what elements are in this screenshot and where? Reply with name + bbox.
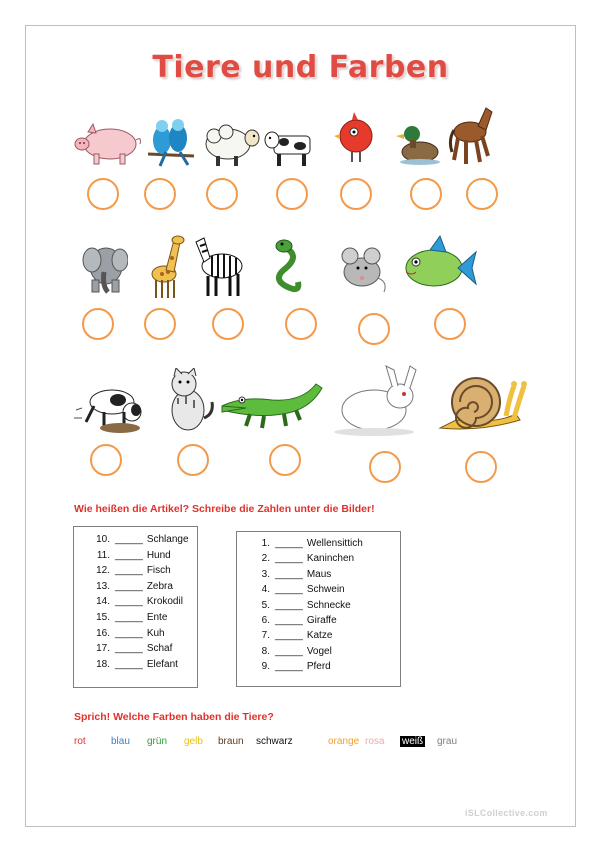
answer-circle-giraffe[interactable] (144, 308, 176, 340)
list-item (244, 600, 351, 611)
color-word: gelb (184, 736, 203, 747)
animal-word: Kaninchen (306, 553, 355, 565)
color-word: rot (74, 736, 86, 747)
animal-word: Zebra (146, 580, 173, 592)
answer-circle-crocodile[interactable] (269, 444, 301, 476)
list-item (244, 630, 332, 641)
item-number: 15. (96, 612, 110, 623)
item-number: 16. (96, 627, 110, 639)
dog-icon (72, 366, 150, 436)
animal-word: Schwein (306, 584, 345, 596)
color-word: grau (437, 736, 458, 747)
animal-word: Maus (306, 568, 332, 580)
snake-icon (266, 238, 306, 296)
watermark: iSLCollective.com (465, 808, 548, 818)
answer-blank[interactable]: _____ (275, 553, 303, 565)
question-articles: Wie heißen die Artikel? Schreibe die Zahlen unter die Bilder! (74, 503, 375, 515)
list-item (244, 646, 332, 657)
list-item (80, 534, 189, 545)
animal-word: Krokodil (146, 596, 183, 608)
answer-circle-rabbit[interactable] (369, 451, 401, 483)
list-item (80, 643, 172, 654)
color-word: braun (218, 736, 244, 747)
animal-word: Schlange (146, 534, 189, 545)
cow-icon (264, 122, 320, 168)
answer-blank[interactable]: _____ (115, 580, 143, 592)
answer-circle-dog[interactable] (90, 444, 122, 476)
pig-icon (72, 120, 144, 168)
answer-circle-snake[interactable] (285, 308, 317, 340)
budgie-icon (146, 116, 196, 168)
item-number: 13. (96, 580, 110, 592)
list-item (80, 659, 178, 670)
answer-blank[interactable]: _____ (115, 612, 143, 623)
giraffe-icon (144, 230, 186, 300)
answer-blank[interactable]: _____ (275, 630, 303, 642)
answer-circle-elephant[interactable] (82, 308, 114, 340)
rabbit-icon (330, 364, 426, 438)
list-item (80, 581, 173, 592)
color-word: weiß (402, 736, 424, 747)
color-word: grün (147, 736, 168, 747)
duck-icon (392, 118, 442, 168)
elephant-icon (80, 238, 128, 296)
answer-circle-pig[interactable] (87, 178, 119, 210)
answer-blank[interactable]: _____ (115, 565, 143, 577)
answer-circle-cat[interactable] (177, 444, 209, 476)
answer-circle-bird[interactable] (340, 178, 372, 210)
answer-blank[interactable]: _____ (115, 658, 143, 670)
answer-blank[interactable]: _____ (115, 627, 143, 639)
animal-word: Kuh (146, 627, 165, 639)
color-word: blau (111, 736, 130, 747)
item-number: 2. (261, 553, 270, 565)
list-item (244, 553, 354, 564)
item-number: 6. (261, 615, 270, 626)
answer-circle-fish[interactable] (434, 308, 466, 340)
item-number: 18. (96, 658, 110, 670)
list-item (80, 596, 183, 607)
list-item (244, 661, 331, 672)
animal-word: Schaf (146, 643, 173, 655)
bird-icon (334, 110, 380, 168)
answer-blank[interactable]: _____ (275, 661, 303, 673)
animal-word: Fisch (146, 565, 171, 577)
answer-blank[interactable]: _____ (275, 615, 303, 626)
answer-circle-mouse[interactable] (358, 313, 390, 345)
list-item (80, 565, 171, 576)
snail-icon (436, 362, 528, 438)
color-word: schwarz (256, 736, 293, 747)
item-number: 3. (261, 568, 270, 580)
crocodile-icon (220, 376, 324, 432)
answer-circle-sheep[interactable] (206, 178, 238, 210)
answer-circle-zebra[interactable] (212, 308, 244, 340)
question-colors: Sprich! Welche Farben haben die Tiere? (74, 711, 274, 723)
item-number: 9. (261, 661, 270, 673)
answer-circle-snail[interactable] (465, 451, 497, 483)
item-number: 11. (96, 549, 110, 561)
item-number: 17. (96, 643, 110, 655)
animal-word: Schnecke (306, 599, 351, 611)
animal-word: Vogel (306, 645, 332, 657)
answer-circle-budgie[interactable] (144, 178, 176, 210)
animal-word: Katze (306, 630, 333, 642)
item-number: 7. (261, 630, 270, 642)
item-number: 14. (96, 596, 110, 608)
item-number: 10. (96, 534, 110, 545)
list-item (80, 628, 165, 639)
sheep-icon (202, 122, 260, 168)
answer-circle-horse[interactable] (466, 178, 498, 210)
item-number: 12. (96, 565, 110, 577)
item-number: 4. (261, 584, 270, 596)
answer-blank[interactable]: _____ (115, 596, 143, 608)
answer-blank[interactable]: _____ (115, 549, 143, 561)
list-item (244, 615, 337, 626)
zebra-icon (190, 232, 250, 298)
answer-circle-cow[interactable] (276, 178, 308, 210)
answer-blank[interactable]: _____ (115, 534, 143, 545)
fish-icon (400, 232, 478, 298)
animal-word: Ente (146, 612, 168, 623)
page-title: Tiere und Farben (152, 50, 449, 85)
list-item (244, 584, 345, 595)
answer-blank[interactable]: _____ (275, 645, 303, 657)
list-item (244, 538, 363, 549)
answer-blank[interactable]: _____ (275, 538, 303, 549)
cat-icon (160, 368, 216, 434)
answer-blank[interactable]: _____ (115, 643, 143, 655)
animal-word: Elefant (146, 658, 178, 670)
color-word: orange (328, 736, 360, 747)
animal-word: Giraffe (306, 615, 337, 626)
list-item (80, 550, 171, 561)
list-item (80, 612, 167, 623)
item-number: 5. (261, 599, 270, 611)
animal-word: Pferd (306, 661, 331, 673)
animal-word: Wellensittich (306, 538, 363, 549)
answer-circle-duck[interactable] (410, 178, 442, 210)
animal-word: Hund (146, 549, 171, 561)
list-item (244, 569, 331, 580)
item-number: 8. (261, 645, 270, 657)
answer-blank[interactable]: _____ (275, 584, 303, 596)
item-number: 1. (261, 538, 270, 549)
mouse-icon (336, 242, 390, 296)
answer-blank[interactable]: _____ (275, 568, 303, 580)
answer-blank[interactable]: _____ (275, 599, 303, 611)
color-word: rosa (365, 736, 385, 747)
horse-icon (448, 100, 496, 168)
